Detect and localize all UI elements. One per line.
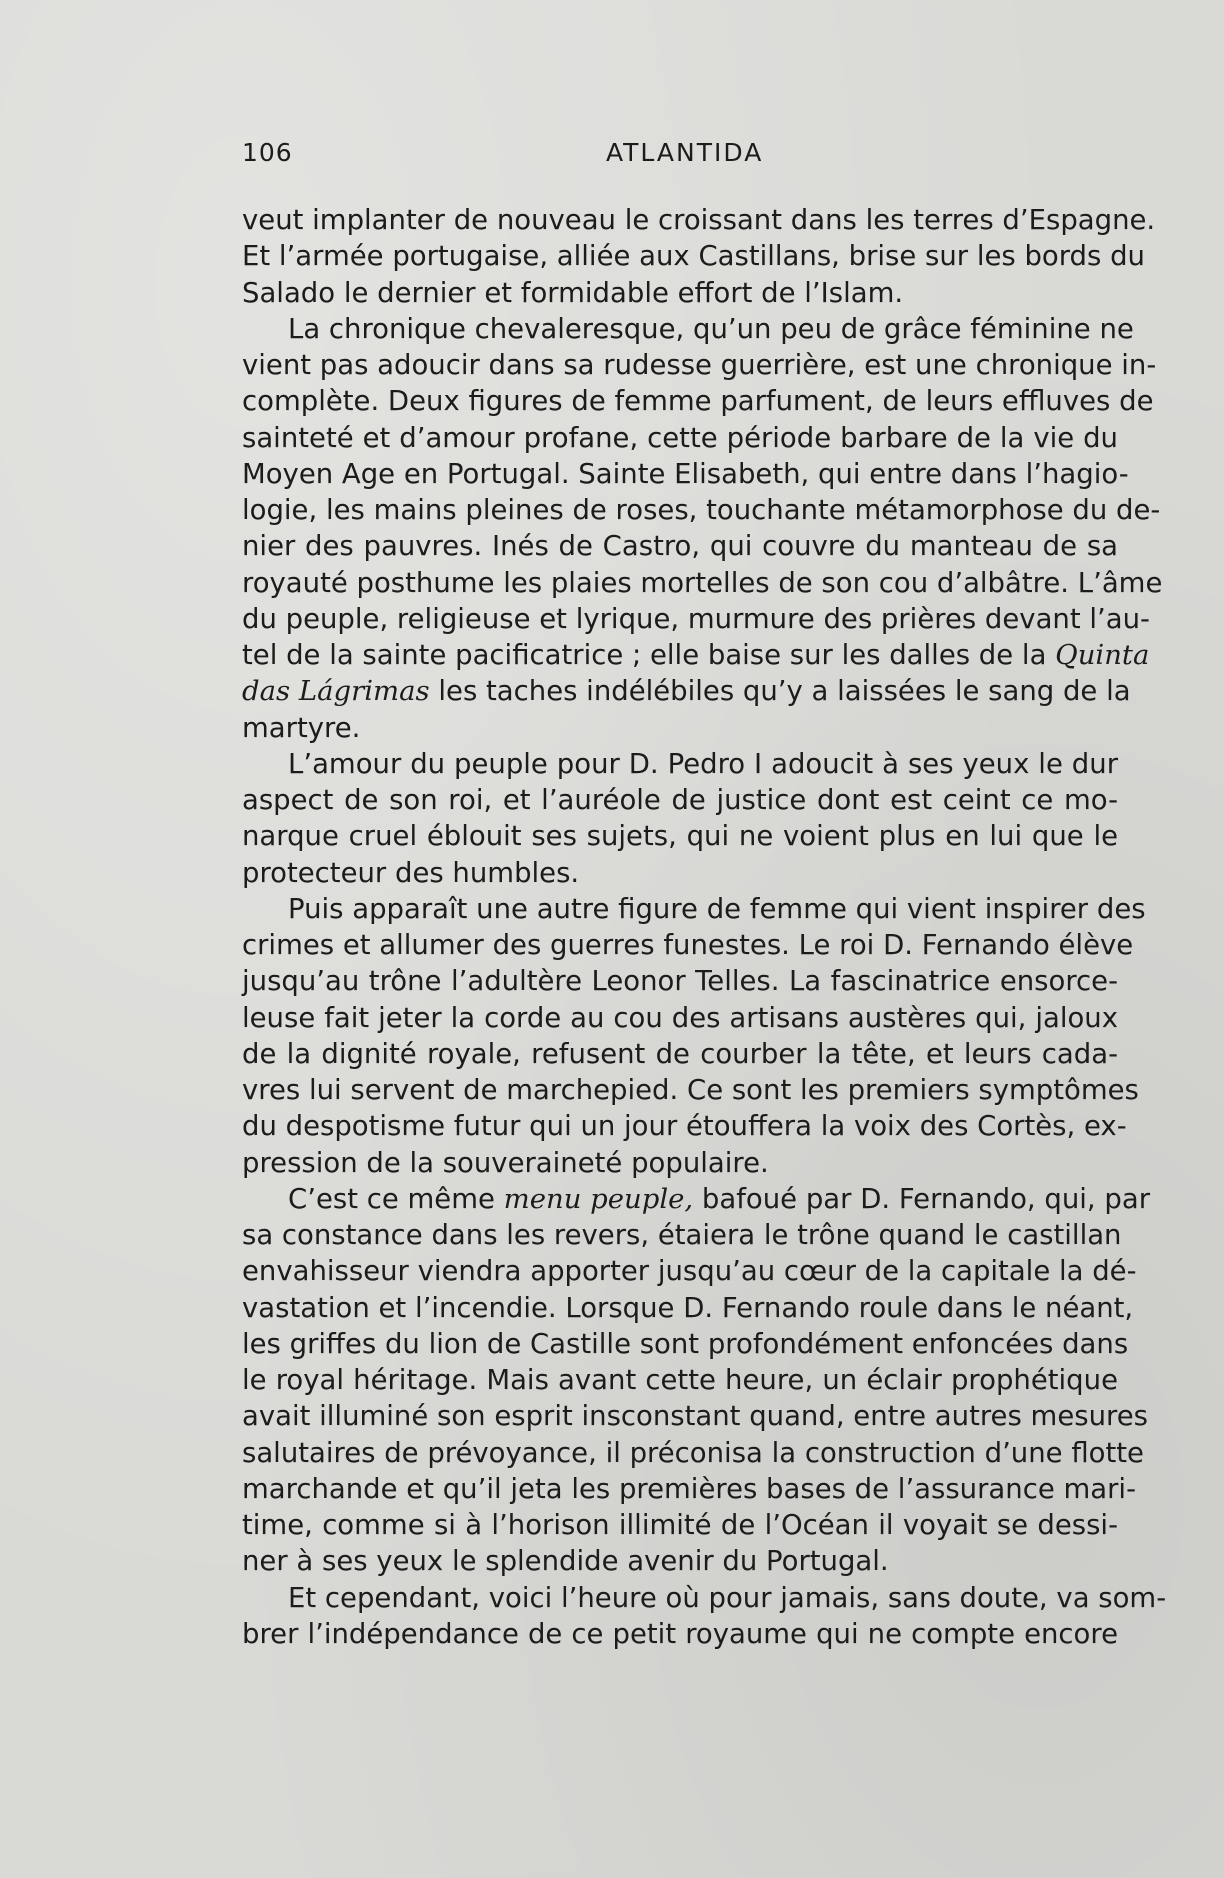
running-title: ATLANTIDA [606,138,764,167]
text-line: avait illuminé son esprit insconstant quand, entre autres mesures [242,1400,1148,1433]
text-line [242,637,1150,673]
text-line: le royal héritage. Mais avant cette heure, un éclair prophétique [242,1364,1118,1396]
text-line: L’amour du peuple pour D. Pedro I adoucit à ses yeux le dur [288,747,1118,780]
text-line: vres lui servent de marchepied. Ce sont les premiers symptômes [242,1074,1139,1106]
text-line: envahisseur viendra apporter jusqu’au cœur de la capitale la dé- [242,1255,1137,1288]
text-line: complète. Deux figures de femme parfument, de leurs effluves de [242,385,1154,418]
text-line: martyre. [242,711,361,744]
text-line: narque cruel éblouit ses sujets, qui ne voient plus en lui que le [242,820,1118,853]
text-line: vient pas adoucir dans sa rudesse guerrière, est une chronique in- [242,349,1157,381]
text-line: aspect de son roi, et l’auréole de justice dont est ceint ce mo- [242,784,1118,816]
text-segment: tel de la sainte pacificatrice ; elle baise sur les dalles de la [242,639,1047,671]
text-segment: les taches indélébiles qu’y a laissées le sang de la [429,675,1131,708]
italic-title: Quinta [1055,639,1150,671]
text-line: ner à ses yeux le splendide avenir du Portugal. [242,1545,889,1578]
text-line: sainteté et d’amour profane, cette période barbare de la vie du [242,421,1118,454]
text-line: veut implanter de nouveau le croissant dans les terres d’Espagne. [242,204,1156,236]
italic-title: das Lágrimas [242,675,430,708]
text-line: La chronique chevaleresque, qu’un peu de grâce féminine ne [288,312,1134,345]
text-line: pression de la souveraineté populaire. [242,1146,769,1179]
text-segment: C’est ce même [288,1182,504,1215]
text-line: marchande et qu’il jeta les premières bases de l’assurance mari- [242,1472,1136,1505]
text-line: Puis apparaît une autre figure de femme qui vient inspirer des [288,892,1146,925]
text-line: les griffes du lion de Castille sont profondément enfoncées dans [242,1327,1129,1360]
page-number: 106 [242,138,293,167]
text-line: protecteur des humbles. [242,856,580,889]
text-line: Salado le dernier et formidable effort de l’Islam. [242,276,904,309]
text-line: jusqu’au trône l’adultère Leonor Telles. La fascinatrice ensorce- [242,965,1118,998]
text-line: nier des pauvres. Inés de Castro, qui couvre du manteau de sa [242,530,1118,563]
text-line: de la dignité royale, refusent de courber la tête, et leurs cada- [242,1037,1118,1070]
italic-phrase: menu peuple, [503,1182,694,1215]
text-line: du peuple, religieuse et lyrique, murmure des prières devant l’au- [242,602,1150,635]
text-line [242,1181,1150,1217]
text-line: Et cependant, voici l’heure où pour jamais, sans doute, va som- [288,1581,1167,1614]
text-line: Moyen Age en Portugal. Sainte Elisabeth, qui entre dans l’hagio- [242,457,1129,490]
text-line: salutaires de prévoyance, il préconisa la construction d’une flotte [242,1436,1144,1469]
text-line: leuse fait jeter la corde au cou des artisans austères qui, jaloux [242,1001,1118,1034]
text-line: Et l’armée portugaise, alliée aux Castillans, brise sur les bords du [242,240,1145,273]
text-line: sa constance dans les revers, étaiera le trône quand le castillan [242,1219,1122,1251]
text-line: royauté posthume les plaies mortelles de son cou d’albâtre. L’âme [242,566,1163,599]
text-line: time, comme si à l’horison illimité de l’Océan il voyait se dessi- [242,1509,1118,1541]
text-segment: bafoué par D. Fernando, qui, par [693,1182,1150,1215]
running-head [242,138,1122,178]
text-line: vastation et l’incendie. Lorsque D. Fernando roule dans le néant, [242,1291,1134,1324]
text-line: du despotisme futur qui un jour étouffera la voix des Cortès, ex- [242,1110,1127,1143]
text-line: logie, les mains pleines de roses, touchante métamorphose du de- [242,494,1161,526]
text-line: crimes et allumer des guerres funestes. Le roi D. Fernando élève [242,929,1134,961]
body-text [242,202,1167,1652]
text-line: brer l’indépendance de ce petit royaume qui ne compte encore [242,1617,1118,1650]
text-line [242,673,1131,709]
